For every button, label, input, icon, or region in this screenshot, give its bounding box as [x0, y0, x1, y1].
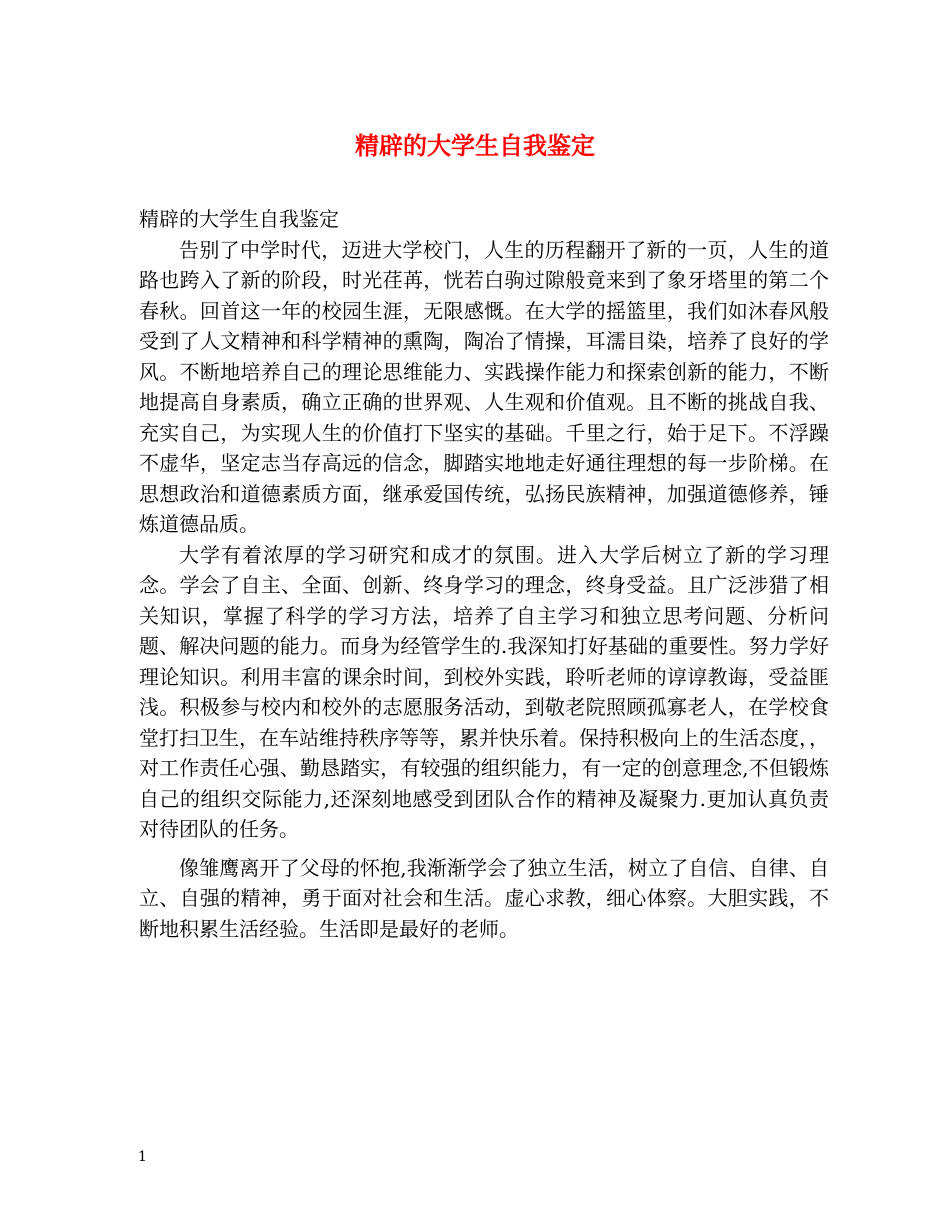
page-number: 1 [138, 1149, 147, 1165]
document-subtitle: 精辟的大学生自我鉴定 [139, 207, 339, 231]
paragraph-2: 大学有着浓厚的学习研究和成才的氛围。进入大学后树立了新的学习理念。学会了自主、全面、创新、终身学习的理念，终身受益。且广泛涉猎了相关知识，掌握了科学的学习方法，培养了自主学习和独立思考问题、分析问题、解决问题的能力。而身为经管学生的.我深知打好基础的重要性。努力学好理论知识。利用丰富的课余时间，到校外实践，聆听老师的谆谆教诲，受益匪浅。积极参与校内和校外的志愿服务活动，到敬老院照顾孤寡老人，在学校食堂打扫卫生，在车站维持秩序等等，累并快乐着。保持积极向上的生活态度，，对工作责任心强、勤恳踏实，有较强的组织能力，有一定的创意理念,不但锻炼自己的组织交际能力,还深刻地感受到团队合作的精神及凝聚力.更加认真负责对待团队的任务。 [139, 542, 829, 841]
paragraph-1: 告别了中学时代，迈进大学校门，人生的历程翻开了新的一页，人生的道路也跨入了新的阶段，时光荏苒，恍若白驹过隙般竟来到了象牙塔里的第二个春秋。回首这一年的校园生涯，无限感慨。在大学的摇篮里，我们如沐春风般受到了人文精神和科学精神的熏陶，陶冶了情操，耳濡目染，培养了良好的学风。不断地培养自己的理论思维能力、实践操作能力和探索创新的能力，不断地提高自身素质，确立正确的世界观、人生观和价值观。且不断的挑战自我、充实自己，为实现人生的价值打下坚实的基础。千里之行，始于足下。不浮躁不虚华，坚定志当存高远的信念，脚踏实地地走好通往理想的每一步阶梯。在思想政治和道德素质方面，继承爱国传统，弘扬民族精神，加强道德修养，锤炼道德品质。 [139, 237, 829, 536]
paragraph-3: 像雏鹰离开了父母的怀抱,我渐渐学会了独立生活，树立了自信、自律、自立、自强的精神，勇于面对社会和生活。虚心求教，细心体察。大胆实践，不断地积累生活经验。生活即是最好的老师。 [139, 855, 829, 941]
document-body [139, 204, 829, 944]
document-title: 精辟的大学生自我鉴定 [355, 131, 595, 160]
